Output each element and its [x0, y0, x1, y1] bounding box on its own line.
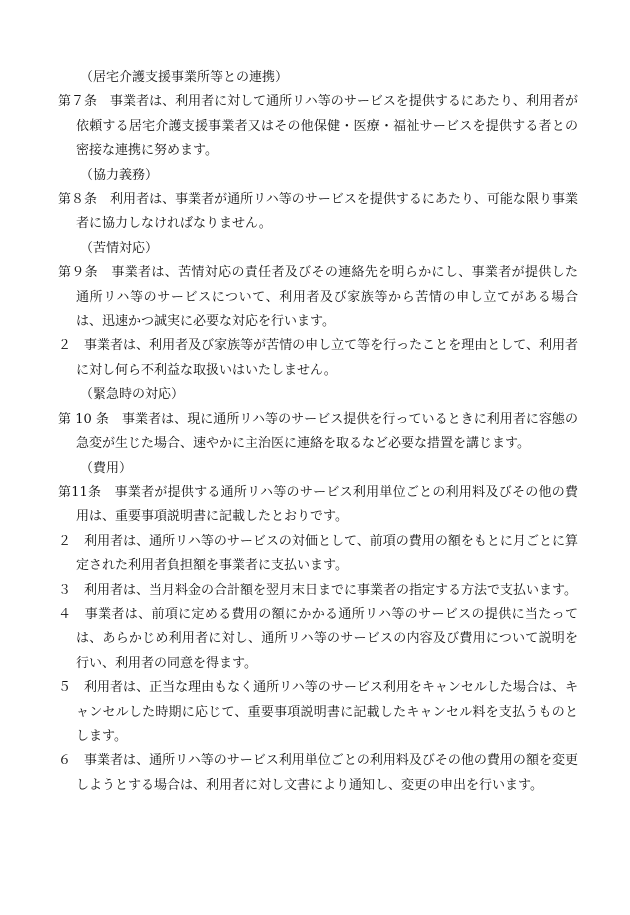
article-11-para-3	[58, 579, 578, 603]
paragraph-number: ２	[58, 338, 72, 354]
paragraph-text: 事業者は、前項に定める費用の額にかかる通所リハ等のサービスの提供に当たっては、あらかじめ利用者に対し、通所リハ等のサービスの内容及び費用について説明を行い、利用者の同意を得ます。	[76, 606, 578, 671]
article-9-para-2	[58, 334, 578, 383]
article-text: 事業者は、利用者に対して通所リハ等のサービスを提供するにあたり、利用者が依頼する居宅介護支援事業者又はその他保健・医療・福祉サービスを提供する者との密接な連携に努めます。	[76, 94, 578, 159]
paragraph-text: 利用者は、通所リハ等のサービスの対価として、前項の費用の額をもとに月ごとに算定された利用者負担額を事業者に支払います。	[76, 533, 578, 574]
section-heading-coordination: （居宅介護支援事業所等との連携）	[80, 70, 289, 85]
article-7	[58, 90, 578, 163]
section-heading-complaints: （苦情対応）	[80, 240, 159, 256]
paragraph-text: 事業者は、利用者及び家族等が苦情の申し立て等を行ったことを理由として、利用者に対し何ら不利益な取扱いはいたしません。	[76, 338, 578, 378]
paragraph-text: 事業者は、通所リハ等のサービス利用単位ごとの利用料及びその他の費用の額を変更しようとする場合は、利用者に対し文書により通知し、変更の申出を行います。	[76, 753, 578, 793]
article-number: 第 10 条	[58, 411, 109, 427]
document-page	[58, 66, 578, 798]
section-heading-fees: （費用）	[80, 460, 133, 476]
article-9	[58, 261, 578, 334]
article-text: 事業者は、苦情対応の責任者及びその連絡先を明らかにし、事業者が提供した通所リハ等のサービスについて、利用者及び家族等から苦情の申し立てがある場合は、迅速かつ誠実に必要な対応を行います。	[76, 265, 578, 330]
section-heading-cooperation: （協力義務）	[80, 167, 159, 183]
paragraph-number: ２	[58, 533, 72, 549]
article-number: 第11条	[58, 484, 102, 500]
paragraph-text: 利用者は、当月料金の合計額を翌月末日までに事業者の指定する方法で支払います。	[84, 582, 577, 598]
article-text: 事業者は、現に通所リハ等のサービス提供を行っているときに利用者に容態の急変が生じた場合、速やかに主治医に連絡を取るなど必要な措置を講じます。	[76, 411, 578, 452]
article-11-para-4	[58, 603, 578, 676]
article-11-para-5	[58, 676, 578, 749]
article-8	[58, 188, 578, 237]
paragraph-number: ６	[58, 753, 72, 769]
article-11-para-2	[58, 530, 578, 579]
paragraph-text: 利用者は、正当な理由もなく通所リハ等のサービス利用をキャンセルした場合は、キャンセルした時期に応じて、重要事項説明書に記載したキャンセル料を支払うものとします。	[76, 680, 578, 744]
article-number: 第９条	[58, 265, 99, 281]
article-11	[58, 481, 578, 530]
paragraph-number: ３	[58, 582, 72, 598]
paragraph-number: ４	[58, 606, 72, 622]
article-number: 第７条	[58, 94, 98, 110]
article-number: 第８条	[58, 192, 98, 208]
article-10	[58, 408, 578, 457]
article-text: 事業者が提供する通所リハ等のサービス利用単位ごとの利用料及びその他の費用は、重要事項説明書に記載したとおりです。	[76, 484, 578, 525]
article-11-para-6	[58, 749, 578, 798]
section-heading-emergency: （緊急時の対応）	[80, 387, 185, 403]
article-text: 利用者は、事業者が通所リハ等のサービスを提供するにあたり、可能な限り事業者に協力しなければなりません。	[76, 192, 578, 232]
paragraph-number: ５	[58, 680, 72, 696]
